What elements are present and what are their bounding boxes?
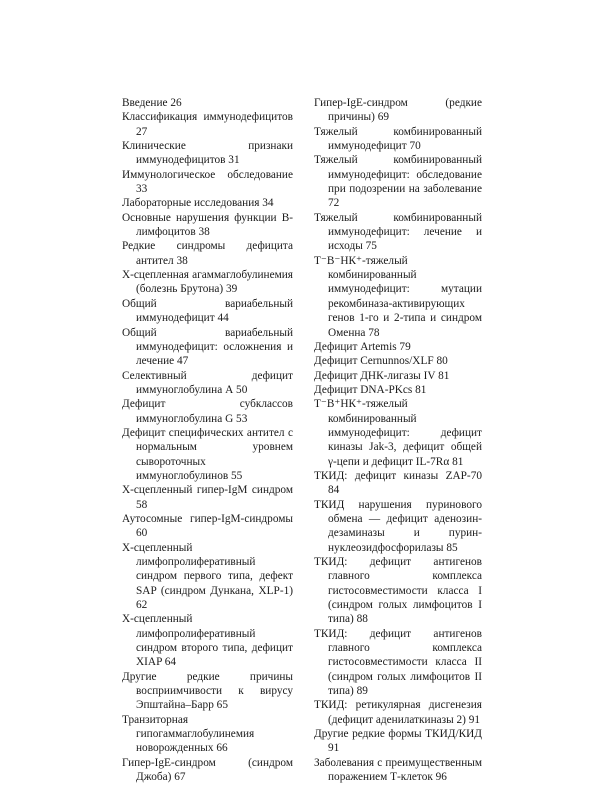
toc-entry: Т⁻В⁺НК⁺-тяжелый комбинированный иммунодефицит: дефицит киназы Jak-3, дефицит общей γ-цепи и дефицит IL-7Rα 81 [314,398,482,468]
toc-entry: Селективный дефицит иммуноглобулина А 50 [122,369,293,396]
toc-entry: Другие редкие причины восприимчивости к вирусу Эпштайна–Барр 65 [122,670,293,712]
toc-entry: Х-сцепленный лимфопролиферативный синдром первого типа, дефект SAP (синдром Дункана, XLP-1) 62 [122,541,293,612]
toc-entry: Тяжелый комбинированный иммунодефицит 70 [314,125,482,153]
toc-entry: Лабораторные исследования 34 [122,197,274,210]
toc-entry: Аутосомные гипер-IgM-синдромы 60 [122,512,293,540]
toc-entry: Дефицит субклассов иммуноглобулина G 53 [122,398,293,425]
toc-entry: Тяжелый комбинированный иммунодефицит: лечение и исходы 75 [314,211,482,253]
toc-entry: Классификация иммунодефицитов 27 [122,111,293,138]
toc-entry: Общий вариабельный иммунодефицит 44 [122,297,293,325]
toc-entry: Дефицит Artemis 79 [314,340,411,353]
toc-entry: Основные нарушения функции В-лимфоцитов 38 [122,211,293,239]
toc-entry: Х-сцепленная агаммаглобулинемия (болезнь Брутона) 39 [122,269,293,296]
toc-entry: ТКИД: ретикулярная дисгенезия (дефицит аденилаткиназы 2) 91 [314,699,482,726]
toc-entry: Дефицит специфических антител с нормальным уровнем сывороточных иммуноглобулинов 55 [122,426,293,482]
toc-entry: Дефицит Cernunnos/XLF 80 [314,355,448,368]
toc-entry: Введение 26 [122,97,182,109]
toc-entry: Редкие синдромы дефицита антител 38 [122,240,293,267]
toc-entry: Гипер-IgE-синдром (редкие причины) 69 [314,97,482,124]
toc-entry: Дефицит DNA-PKcs 81 [314,383,427,396]
toc-entry: ТКИД: дефицит киназы ZAP-70 84 [314,469,482,497]
toc-entry: ТКИД: дефицит антигенов главного комплекса гистосовместимости класса I (синдром голых лимфоцитов I типа) 88 [314,556,482,626]
toc-entry: Другие редкие формы ТКИД/КИД 91 [314,728,482,755]
toc-entry: Общий вариабельный иммунодефицит: осложнения и лечение 47 [122,326,293,368]
toc-entry: Гипер-IgE-синдром (синдром Джоба) 67 [122,756,293,784]
toc-entry: Транзиторная гипогаммаглобулинемия новорожденных 66 [122,713,255,755]
toc-entry: Т⁻В⁻НК⁺-тяжелый комбинированный иммунодефицит: мутации рекомбиназа-активирующих генов 1-го и 2-типа и синдром Оменна 78 [314,254,482,339]
toc-entry: Дефицит ДНК-лигазы IV 81 [314,369,450,382]
toc-entry: Х-сцепленный лимфопролиферативный синдром второго типа, дефицит XIAP 64 [122,613,293,669]
toc-left-column [122,96,293,785]
toc-entry: Х-сцепленный гипер-IgM синдром 58 [122,484,293,511]
toc-entry: ТКИД нарушения пуринового обмена — дефицит аденозин-дезаминазы и пурин-нуклеозидфосфорилазы 85 [314,498,482,554]
toc-entry: Иммунологическое обследование 33 [122,168,293,196]
toc-entry: Клинические признаки иммунодефицитов 31 [122,140,293,167]
toc-entry: ТКИД: дефицит антигенов главного комплекса гистосовместимости класса II (синдром голых лимфоцитов II типа) 89 [314,627,482,698]
toc-right-column [314,96,482,785]
toc-entry: Заболевания с преимущественным поражением Т-клеток 96 [314,756,482,784]
toc-entry: Тяжелый комбинированный иммунодефицит: обследование при подозрении на заболевание 72 [314,154,482,210]
